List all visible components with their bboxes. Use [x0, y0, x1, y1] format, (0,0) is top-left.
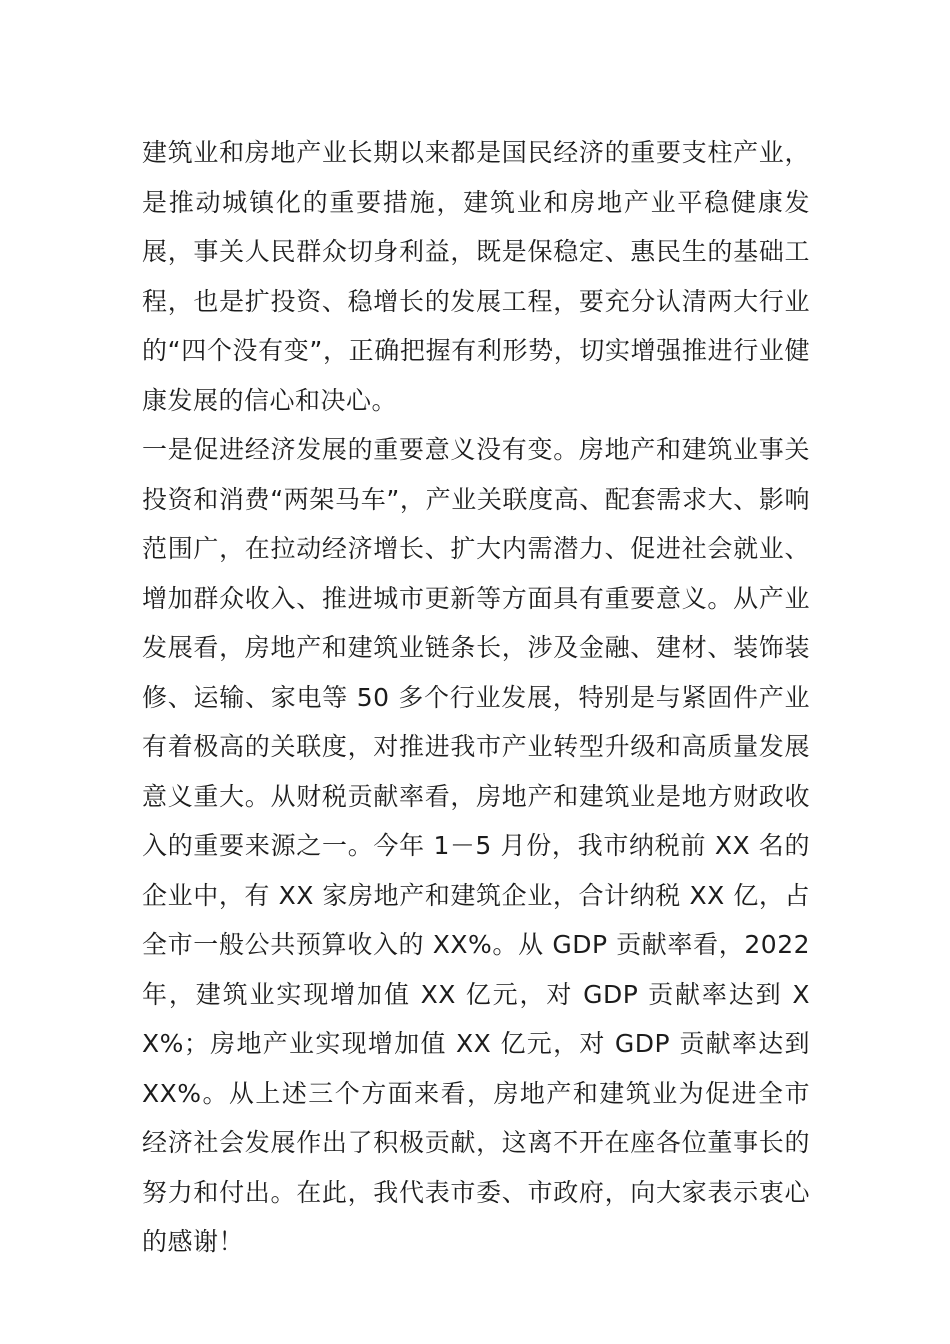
paragraph-intro: 建筑业和房地产业长期以来都是国民经济的重要支柱产业，是推动城镇化的重要措施，建筑业和房地产业平稳健康发展，事关人民群众切身利益，既是保稳定、惠民生的基础工程，也是扩投资、稳增长的发展工程，要充分认清两大行业的“四个没有变”，正确把握有利形势，切实增强推进行业健康发展的信心和决心。 [142, 138, 810, 415]
document-body-text [142, 128, 810, 1267]
paragraph-point-one: 一是促进经济发展的重要意义没有变。房地产和建筑业事关投资和消费“两架马车”，产业关联度高、配套需求大、影响范围广，在拉动经济增长、扩大内需潜力、促进社会就业、增加群众收入、推进城市更新等方面具有重要意义。从产业发展看，房地产和建筑业链条长，涉及金融、建材、装饰装修、运输、家电等 50 多个行业发展，特别是与紧固件产业有着极高的关联度，对推进我市产业转型升级和高质量发展意义重大。从财税贡献率看，房地产和建筑业是地方财政收入的重要来源之一。今年 1－5 月份，我市纳税前 XX 名的企业中，有 XX 家房地产和建筑企业，合计纳税 XX 亿，占全市一般公共预算收入的 XX%。从 GDP 贡献率看，2022 年，建筑业实现增加值 XX 亿元，对 GDP 贡献率达到 XX%；房地产业实现增加值 XX 亿元，对 GDP 贡献率达到 XX%。从上述三个方面来看，房地产和建筑业为促进全市经济社会发展作出了积极贡献，这离不开在座各位董事长的努力和付出。在此，我代表市委、市政府，向大家表示衷心的感谢！ [142, 435, 810, 1256]
